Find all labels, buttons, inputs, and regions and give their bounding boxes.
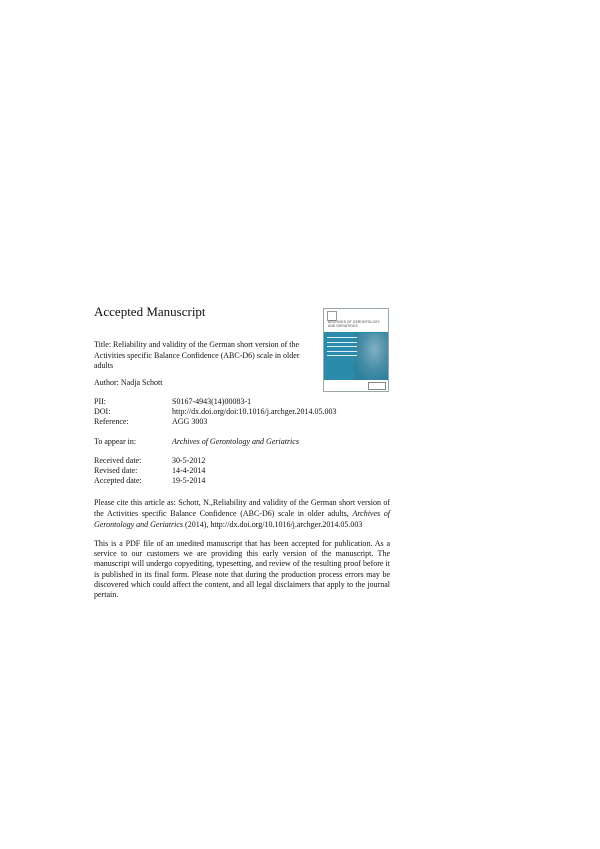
- title-text: Reliability and validity of the German short version of the Activities specific Balance Confidence (ABC-D6) scale in older adults: [94, 340, 300, 371]
- cover-journal-name: ARCHIVES OF GERONTOLOGY AND GERIATRICS: [328, 320, 380, 328]
- identifier-row: PII: S0167-4943(14)00083-1: [94, 397, 252, 406]
- title-label: Title:: [94, 340, 112, 349]
- citation-journal: Archives of Gerontology and Geriatrics: [94, 509, 391, 529]
- pii-value: S0167-4943(14)00083-1: [172, 397, 252, 406]
- identifiers-block: [94, 397, 337, 427]
- dates-block: [94, 456, 205, 486]
- cover-text-lines: [327, 337, 357, 360]
- date-row: Revised date: 14-4-2014: [94, 466, 206, 475]
- disclaimer-paragraph: This is a PDF file of an unedited manuscript that has been accepted for publication. As a service to our customers we are providing this early version of the manuscript. The manuscript will undergo copyediting, typesetting, and review of the resulting proof before it is published in its final form. Please note that during the production process errors may be discovered which could affect the content, and all legal disclaimers that apply to the journal pertain.: [94, 539, 390, 600]
- date-row: Accepted date: 19-5-2014: [94, 476, 206, 485]
- article-author: [94, 378, 162, 388]
- journal-name: Archives of Gerontology and Geriatrics: [172, 437, 299, 446]
- author-name: Nadja Schott: [120, 378, 163, 387]
- page-heading: Accepted Manuscript: [94, 304, 206, 319]
- reference-value: AGG 3003: [172, 417, 208, 426]
- appear-label: To appear in:: [94, 437, 137, 446]
- appear-in-block: [94, 437, 299, 447]
- elsevier-logo-icon: [368, 382, 386, 390]
- cover-portrait-image: [354, 333, 388, 380]
- article-title: [94, 340, 319, 372]
- identifier-row: DOI: http://dx.doi.org/doi:10.1016/j.archger.2014.05.003: [94, 407, 337, 416]
- identifier-row: Reference: AGG 3003: [94, 417, 208, 426]
- citation-link[interactable]: (2014), http://dx.doi.org/10.1016/j.archger.2014.05.003: [185, 520, 363, 529]
- doi-link[interactable]: http://dx.doi.org/doi:10.1016/j.archger.2014.05.003: [172, 407, 337, 416]
- author-label: Author:: [94, 378, 119, 387]
- journal-cover-thumbnail: [323, 308, 389, 392]
- citation-paragraph: Please cite this article as: Schott, N.,Reliability and validity of the German short version of the Activities specific Balance Confidence (ABC-D6) scale in older adults, Archives of Gerontology and Geriatrics (2014), http://dx.doi.org/10.1016/j.archger.2014.05.003: [94, 498, 391, 529]
- date-row: Received date: 30-5-2012: [94, 456, 206, 465]
